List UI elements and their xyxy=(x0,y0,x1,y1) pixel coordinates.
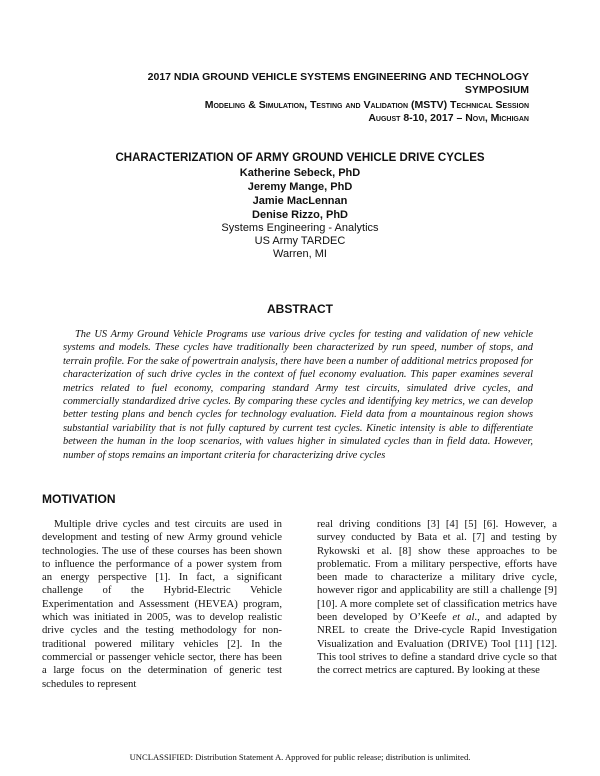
motivation-left-column: Multiple drive cycles and test circuits are used in development and testing of new Army ground vehicle technologies. The use of these courses has been shown to influence the performance of a power system from an energy perspective [1]. In fact, a significant challenge of the Hybrid-Electric Vehicle Experimentation and Assessment (HEVEA) program, which was initiated in 2005, was to develop realistic drive cycles and the testing methodology for non-traditional powered military vehicles [2]. In the commercial or passenger vehicle sector, there has been a large focus on the determination of generic test schedules to represent xyxy=(42,518,282,690)
author-name: Jeremy Mange, PhD xyxy=(247,181,353,193)
author-name: Katherine Sebeck, PhD xyxy=(239,167,361,179)
session-dates: August 8-10, 2017 – Novi, Michigan xyxy=(368,112,529,124)
author-name: Jamie MacLennan xyxy=(252,195,348,207)
author-name: Denise Rizzo, PhD xyxy=(252,209,348,221)
abstract-heading: ABSTRACT xyxy=(267,302,333,316)
affiliation-line: US Army TARDEC xyxy=(254,235,346,247)
symposium-title-line2: SYMPOSIUM xyxy=(464,84,529,96)
paper-title: CHARACTERIZATION OF ARMY GROUND VEHICLE DRIVE CYCLES xyxy=(115,152,485,164)
affiliation-line: Systems Engineering - Analytics xyxy=(221,222,379,234)
session-name: Modeling & Simulation, Testing and Validation (MSTV) Technical Session xyxy=(204,99,529,111)
motivation-right-column xyxy=(317,518,557,678)
motivation-right-text-b: ., and adapted by NREL to create the Drive-cycle Rapid Investigation Visualization and Evaluation (DRIVE) Tool [11] [12]. This tool strives to define a standard drive cycle so that the correct metrics are captured. By looking at these xyxy=(317,611,557,677)
distribution-statement: UNCLASSIFIED: Distribution Statement A. Approved for public release; distribution is unlimited. xyxy=(129,752,471,762)
motivation-right-emphasis: et al xyxy=(452,611,475,624)
abstract-text: The US Army Ground Vehicle Programs use various drive cycles for testing and validation of new vehicle systems and models. These cycles have traditionally been characterized by run speed, number of stops, and terrain profile. For the sake of powertrain analysis, there have been a number of additional metrics proposed for characterization of such drive cycles in the context of fuel economy evaluation. This paper examines several metrics related to fuel economy, comparing standard Army test circuits, simulated drive cycles, and commercially standardized drive cycles. By comparing these cycles and identifying key metrics, we can develop better testing plans and bench cycles for technology evaluation. Field data from a mountainous region shows substantial variability that is not fully captured by current test cycles. Kinetic intensity is able to differentiate between the human in the loop scenarios, with values higher in simulated cycles than in field data. However, number of stops remains an important criteria for characterizing drive cycles xyxy=(63,329,533,461)
affiliation-line: Warren, MI xyxy=(273,248,327,260)
motivation-right-text-a: real driving conditions [3] [4] [5] [6]. However, a survey conducted by Bata et al. [7] and testing by Rykowski et al. [8] show these approaches to be problematic. From a military perspective, efforts have been made to characterize a military drive cycle, however rigor and applicability are still a challenge [9] [10]. A more complete set of classification metrics have been developed by O’Keefe xyxy=(317,518,557,624)
symposium-title-line1: 2017 NDIA GROUND VEHICLE SYSTEMS ENGINEERING AND TECHNOLOGY xyxy=(147,71,529,83)
motivation-heading: MOTIVATION xyxy=(42,492,116,506)
